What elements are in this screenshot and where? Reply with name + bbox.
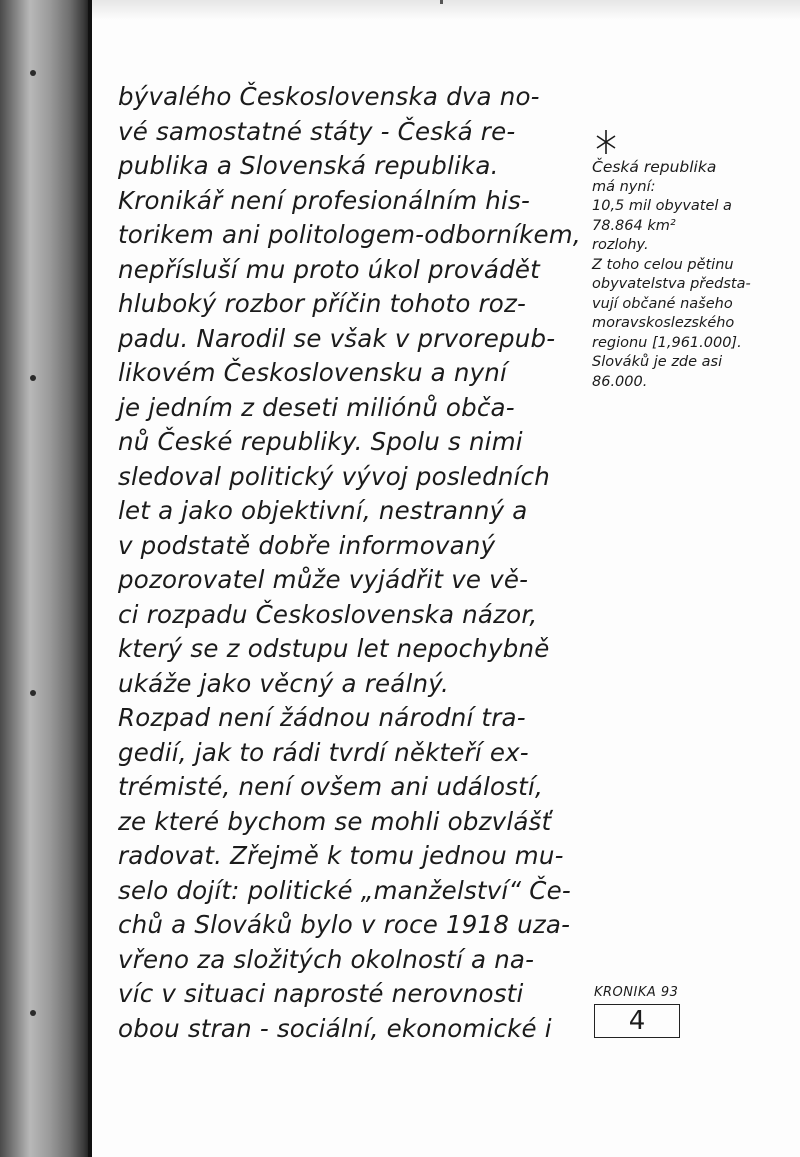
text-line: je jedním z deseti miliónů obča- <box>118 392 515 422</box>
chronicle-label: KRONIKA 93 <box>594 985 679 1000</box>
asterisk-footnote-mark <box>595 128 617 156</box>
text-line: nepřísluší mu proto úkol provádět <box>118 254 540 284</box>
main-handwritten-text <box>118 80 588 1046</box>
text-line: víc v situaci naprosté nerovnosti <box>118 979 524 1008</box>
binding-hole <box>30 690 36 696</box>
text-line: ukáže jako věcný a reálný. <box>118 668 449 698</box>
text-line: let a jako objektivní, nestranný a <box>118 496 528 525</box>
page-top-shadow <box>92 0 800 20</box>
side-note-line: rozlohy. <box>592 237 649 253</box>
text-line: publika a Slovenská republika. <box>118 151 499 180</box>
text-line: selo dojít: politické „manželství“ Če- <box>118 875 571 905</box>
text-line: chů a Slováků bylo v roce 1918 uza- <box>118 910 571 939</box>
text-line: pozorovatel může vyjádřit ve vě- <box>118 565 529 594</box>
side-note-line: obyvatelstva předsta- <box>592 276 751 292</box>
side-note-line: Z toho celou pětinu <box>592 256 734 273</box>
side-note-line: 86.000. <box>592 373 648 390</box>
binding-hole <box>30 375 36 381</box>
text-line: sledoval politický vývoj posledních <box>118 461 550 491</box>
text-line: Kronikář není profesionálním his- <box>118 185 530 215</box>
text-line: nů České republiky. Spolu s nimi <box>118 427 523 456</box>
text-line: Rozpad není žádnou národní tra- <box>118 703 526 732</box>
side-note-line: vují občané našeho <box>592 295 733 312</box>
binding-hole <box>30 70 36 76</box>
side-note-line: moravskoslezského <box>592 315 735 331</box>
text-line: radovat. Zřejmě k tomu jednou mu- <box>118 841 564 870</box>
side-note-line: 10,5 mil obyvatel a <box>592 198 732 214</box>
side-note-line: 78.864 km² <box>592 217 676 234</box>
text-line: gedií, jak to rádi tvrdí někteří ex- <box>118 737 529 767</box>
text-line: ze které bychom se mohli obzvlášť <box>118 806 552 836</box>
text-line: vřeno za složitých okolností a na- <box>118 944 535 974</box>
page-number-box <box>594 1004 680 1038</box>
text-line: v podstatě dobře informovaný <box>118 530 496 560</box>
side-note-line: Slováků je zde asi <box>592 354 723 370</box>
side-note-line: má nyní: <box>592 178 656 195</box>
text-line: obou stran - sociální, ekonomické i <box>118 1013 552 1043</box>
text-line: bývalého Československa dva no- <box>118 82 540 111</box>
text-line: trémisté, není ovšem ani událostí, <box>118 772 543 801</box>
side-note-line: regionu [1,961.000]. <box>592 334 742 351</box>
text-line: likovém Československu a nyní <box>118 358 508 387</box>
text-line: torikem ani politologem-odborníkem, <box>118 220 581 249</box>
binding-hole <box>30 1010 36 1016</box>
text-line: ci rozpadu Československa názor, <box>118 599 538 629</box>
scan-speck <box>440 0 443 4</box>
page-number: 4 <box>628 1006 646 1036</box>
scan-binding-edge <box>0 0 90 1157</box>
text-line: vé samostatné státy - Česká re- <box>118 116 516 146</box>
text-line: padu. Narodil se však v prvorepub- <box>118 323 556 353</box>
text-line: hluboký rozbor příčin tohoto roz- <box>118 289 527 318</box>
text-line: který se z odstupu let nepochybně <box>118 634 550 663</box>
side-note-line: Česká republika <box>592 158 717 176</box>
